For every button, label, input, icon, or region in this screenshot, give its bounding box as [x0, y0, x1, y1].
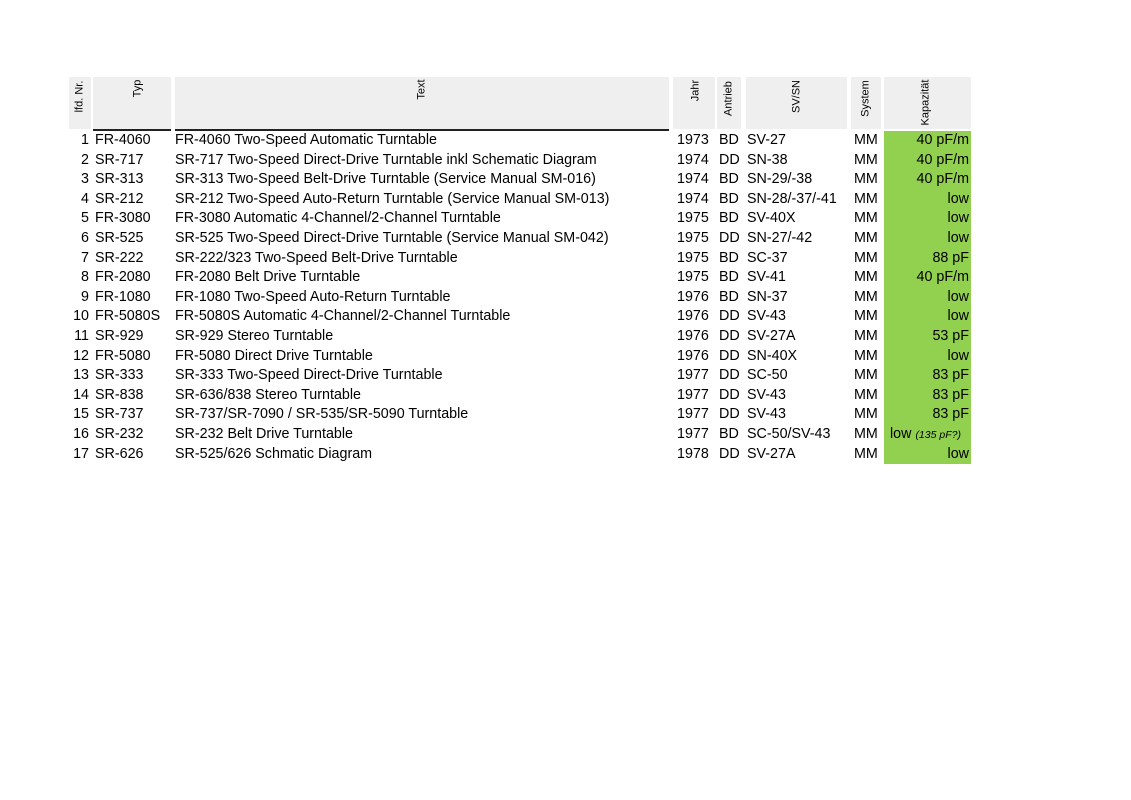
cell-jahr: 1975	[677, 230, 709, 246]
cell-jahr: 1977	[677, 386, 709, 403]
cell-sv: SV-40X	[747, 210, 796, 227]
cell-antrieb: DD	[719, 230, 740, 246]
header-text: Text	[415, 79, 428, 100]
cell-kapazitaet	[884, 151, 971, 171]
cell-sv: SC-37	[747, 249, 788, 266]
cell-jahr: 1974	[677, 171, 709, 188]
cell-typ: SR-626	[95, 445, 144, 462]
cell-antrieb: BD	[719, 269, 739, 286]
kapazitaet-value: low	[947, 288, 969, 305]
cell-system: MM	[854, 132, 878, 148]
cell-nr: 11	[74, 328, 89, 344]
cell-text: SR-333 Two-Speed Direct-Drive Turntable	[175, 367, 443, 384]
cell-antrieb: BD	[719, 132, 739, 148]
cell-typ: FR-4060	[95, 132, 151, 148]
kapazitaet-value: 40 pF/m	[916, 132, 969, 148]
cell-typ: SR-222	[95, 249, 144, 266]
cell-sv: SC-50/SV-43	[747, 426, 831, 442]
cell-nr: 10	[73, 308, 89, 325]
cell-sv: SN-27/-42	[747, 230, 813, 246]
cell-antrieb: DD	[719, 151, 740, 168]
kapazitaet-value: low	[947, 445, 969, 462]
cell-typ: SR-717	[95, 151, 144, 168]
cell-typ: SR-737	[95, 406, 144, 423]
header-nr: lfd. Nr.	[73, 80, 86, 113]
cell-jahr: 1976	[677, 347, 709, 364]
cell-kapazitaet	[884, 190, 971, 210]
cell-antrieb: DD	[719, 328, 740, 344]
cell-text: SR-232 Belt Drive Turntable	[175, 426, 353, 442]
cell-nr: 1	[81, 132, 89, 148]
table-row	[69, 209, 972, 229]
cell-typ: SR-838	[95, 386, 144, 403]
cell-sv: SN-40X	[747, 347, 798, 364]
cell-system: MM	[854, 269, 878, 286]
cell-text: FR-5080 Direct Drive Turntable	[175, 347, 373, 364]
cell-nr: 13	[73, 367, 89, 384]
cell-sv: SV-27A	[747, 328, 796, 344]
kapazitaet-wrap	[932, 405, 971, 425]
kapazitaet-wrap	[917, 131, 971, 151]
cell-text: SR-717 Two-Speed Direct-Drive Turntable inkl Schematic Diagram	[175, 151, 597, 168]
cell-antrieb: DD	[719, 406, 740, 423]
cell-text: SR-737/SR-7090 / SR-535/SR-5090 Turntable	[175, 406, 469, 423]
cell-system: MM	[854, 308, 878, 325]
header-cell-text	[175, 77, 669, 129]
cell-system: MM	[854, 445, 878, 462]
cell-antrieb: BD	[719, 171, 739, 188]
cell-system: MM	[854, 151, 878, 168]
kapazitaet-value: 40 pF/m	[916, 171, 969, 188]
cell-sv: SN-38	[747, 151, 788, 168]
kapazitaet-wrap	[948, 307, 971, 327]
cell-nr: 14	[73, 386, 89, 403]
cell-kapazitaet	[884, 347, 971, 367]
kapazitaet-wrap	[932, 327, 971, 347]
table-row	[69, 170, 972, 190]
cell-kapazitaet	[884, 288, 971, 308]
cell-nr: 16	[73, 426, 89, 442]
cell-nr: 7	[81, 249, 89, 266]
cell-typ: FR-3080	[95, 210, 151, 227]
cell-text: FR-5080S Automatic 4-Channel/2-Channel Turntable	[175, 308, 511, 325]
cell-jahr: 1976	[677, 328, 709, 344]
cell-system: MM	[854, 190, 878, 207]
cell-kapazitaet	[884, 268, 971, 288]
table-row	[69, 288, 972, 308]
kapazitaet-value: low	[947, 308, 969, 325]
header-kapazitaet: Kapazität	[919, 79, 932, 126]
cell-jahr: 1975	[677, 269, 709, 286]
table-row	[69, 425, 972, 445]
cell-text: FR-2080 Belt Drive Turntable	[175, 269, 361, 286]
cell-sv: SV-43	[747, 406, 786, 423]
kapazitaet-value: low	[947, 230, 969, 246]
cell-jahr: 1976	[677, 288, 709, 305]
cell-nr: 9	[81, 288, 89, 305]
cell-nr: 17	[73, 445, 89, 462]
cell-system: MM	[854, 230, 878, 246]
table-row	[69, 151, 972, 171]
cell-text: FR-3080 Automatic 4-Channel/2-Channel Turntable	[175, 210, 501, 227]
cell-system: MM	[854, 171, 878, 188]
cell-jahr: 1977	[677, 426, 709, 442]
table-row	[69, 131, 972, 151]
cell-typ: FR-1080	[95, 288, 151, 305]
cell-jahr: 1973	[677, 132, 709, 148]
cell-jahr: 1975	[677, 210, 709, 227]
cell-system: MM	[854, 347, 878, 364]
cell-sv: SV-27	[747, 132, 786, 148]
table-row	[69, 366, 972, 386]
cell-sv: SV-43	[747, 308, 786, 325]
cell-jahr: 1977	[677, 367, 709, 384]
cell-typ: FR-5080	[95, 347, 151, 364]
header-cell-kapazitaet	[884, 77, 971, 129]
kapazitaet-value: 40 pF/m	[916, 151, 969, 168]
cell-sv: SN-37	[747, 288, 788, 305]
kapazitaet-wrap	[948, 288, 971, 308]
kapazitaet-value: low	[947, 347, 969, 364]
kapazitaet-wrap	[932, 386, 971, 406]
cell-kapazitaet	[884, 209, 971, 229]
cell-system: MM	[854, 406, 878, 423]
cell-jahr: 1975	[677, 249, 709, 266]
header-system: System	[859, 80, 872, 117]
cell-system: MM	[854, 426, 878, 442]
header-antrieb: Antrieb	[722, 81, 735, 116]
cell-system: MM	[854, 367, 878, 384]
kapazitaet-value: low	[947, 190, 969, 207]
cell-antrieb: BD	[719, 210, 739, 227]
cell-typ: FR-2080	[95, 269, 151, 286]
cell-nr: 8	[81, 269, 89, 286]
cell-antrieb: BD	[719, 288, 739, 305]
cell-antrieb: BD	[719, 426, 739, 442]
cell-kapazitaet	[884, 445, 971, 465]
kapazitaet-value: low	[890, 426, 912, 442]
table-row	[69, 347, 972, 367]
table-row	[69, 445, 972, 465]
cell-text: SR-636/838 Stereo Turntable	[175, 386, 361, 403]
cell-sv: SN-29/-38	[747, 171, 813, 188]
kapazitaet-wrap	[917, 268, 971, 288]
table-row	[69, 307, 972, 327]
kapazitaet-wrap	[932, 249, 971, 269]
cell-kapazitaet	[884, 327, 971, 347]
cell-nr: 5	[81, 210, 89, 227]
cell-kapazitaet	[884, 249, 971, 269]
cell-typ: SR-212	[95, 190, 144, 207]
cell-text: SR-212 Two-Speed Auto-Return Turntable (Service Manual SM-013)	[175, 190, 610, 207]
cell-kapazitaet	[884, 425, 971, 445]
kapazitaet-wrap	[948, 347, 971, 367]
cell-antrieb: DD	[719, 347, 740, 364]
cell-text: FR-4060 Two-Speed Automatic Turntable	[175, 132, 437, 148]
kapazitaet-wrap	[948, 445, 971, 465]
kapazitaet-wrap	[948, 229, 971, 249]
header-cell-system	[851, 77, 881, 129]
kapazitaet-note: (135 pF?)	[915, 429, 961, 441]
cell-nr: 15	[73, 406, 89, 423]
cell-sv: SV-43	[747, 386, 786, 403]
cell-typ: SR-333	[95, 367, 144, 384]
cell-kapazitaet	[884, 366, 971, 386]
header-typ: Typ	[131, 79, 144, 98]
cell-typ: SR-313	[95, 171, 144, 188]
cell-text: SR-525/626 Schmatic Diagram	[175, 445, 373, 462]
cell-kapazitaet	[884, 229, 971, 249]
cell-jahr: 1978	[677, 445, 709, 462]
kapazitaet-wrap	[948, 209, 971, 229]
cell-system: MM	[854, 288, 878, 305]
cell-kapazitaet	[884, 131, 971, 151]
table-row	[69, 190, 972, 210]
kapazitaet-wrap	[917, 151, 971, 171]
cell-kapazitaet	[884, 307, 971, 327]
table-row	[69, 405, 972, 425]
header-cell-nr	[69, 77, 91, 129]
header-cell-jahr	[673, 77, 715, 129]
cell-sv: SV-27A	[747, 445, 796, 462]
cell-antrieb: DD	[719, 308, 740, 325]
cell-nr: 12	[73, 347, 89, 364]
table-row	[69, 249, 972, 269]
cell-antrieb: DD	[719, 386, 740, 403]
header-cell-typ	[93, 77, 171, 129]
cell-sv: SV-41	[747, 269, 786, 286]
cell-system: MM	[854, 328, 878, 344]
cell-nr: 6	[81, 230, 89, 246]
cell-text: SR-313 Two-Speed Belt-Drive Turntable (Service Manual SM-016)	[175, 171, 596, 188]
cell-text: SR-222/323 Two-Speed Belt-Drive Turntable	[175, 249, 458, 266]
kapazitaet-value: low	[947, 210, 969, 227]
cell-jahr: 1974	[677, 190, 709, 207]
header-cell-sv	[746, 77, 847, 129]
cell-nr: 3	[81, 171, 89, 188]
cell-sv: SN-28/-37/-41	[747, 190, 837, 207]
cell-system: MM	[854, 386, 878, 403]
cell-typ: SR-929	[95, 328, 144, 344]
cell-system: MM	[854, 210, 878, 227]
header-cell-antrieb	[717, 77, 741, 129]
cell-jahr: 1976	[677, 308, 709, 325]
cell-kapazitaet	[884, 386, 971, 406]
cell-kapazitaet	[884, 170, 971, 190]
cell-text: SR-525 Two-Speed Direct-Drive Turntable (Service Manual SM-042)	[175, 230, 609, 246]
cell-antrieb: BD	[719, 249, 739, 266]
kapazitaet-wrap	[890, 425, 963, 446]
cell-typ: FR-5080S	[95, 308, 161, 325]
cell-system: MM	[854, 249, 878, 266]
cell-antrieb: DD	[719, 367, 740, 384]
cell-text: FR-1080 Two-Speed Auto-Return Turntable	[175, 288, 451, 305]
kapazitaet-wrap	[948, 190, 971, 210]
kapazitaet-value: 83 pF	[932, 367, 969, 384]
kapazitaet-wrap	[917, 170, 971, 190]
kapazitaet-value: 83 pF	[932, 406, 969, 423]
cell-sv: SC-50	[747, 367, 788, 384]
table-row	[69, 268, 972, 288]
cell-typ: SR-232	[95, 426, 144, 442]
cell-jahr: 1974	[677, 151, 709, 168]
kapazitaet-value: 83 pF	[932, 386, 969, 403]
cell-antrieb: DD	[719, 445, 740, 462]
cell-nr: 4	[81, 190, 89, 207]
header-sv: SV/SN	[790, 80, 803, 114]
kapazitaet-wrap	[932, 366, 971, 386]
cell-text: SR-929 Stereo Turntable	[175, 328, 334, 344]
header-jahr: Jahr	[689, 79, 702, 102]
cell-kapazitaet	[884, 405, 971, 425]
table-row	[69, 386, 972, 406]
table-row	[69, 327, 972, 347]
cell-antrieb: BD	[719, 190, 739, 207]
cell-jahr: 1977	[677, 406, 709, 423]
kapazitaet-value: 88 pF	[932, 249, 969, 266]
cell-typ: SR-525	[95, 230, 144, 246]
kapazitaet-value: 40 pF/m	[916, 269, 969, 286]
cell-nr: 2	[81, 151, 89, 168]
table-row	[69, 229, 972, 249]
kapazitaet-value: 53 pF	[932, 328, 969, 344]
